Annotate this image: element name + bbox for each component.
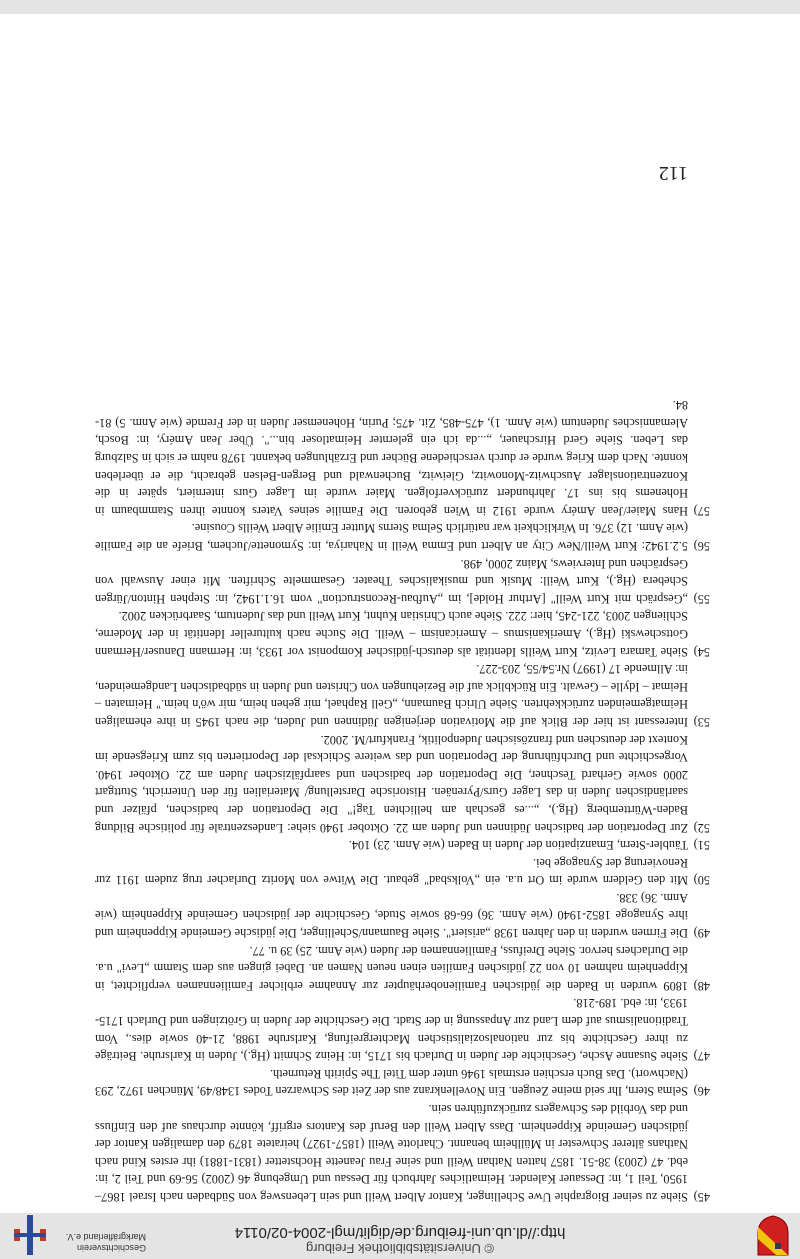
footnote-item (95, 519, 710, 554)
footnote-number: 49) (693, 926, 710, 941)
society-line-1: Geschichtsverein (76, 1243, 146, 1253)
footnote-text: 5.2.1942: Kurt Weill/New City an Albert und Emma Weill in Nahariya, in: Symonette/Juchem, Briefe an die Familie (wie Anm. 12) 376. In Wirklichkeit war natürlich Selma Sterns Mutter Emilie Albert Weills Cousine. (95, 521, 688, 554)
footnote-number: 52) (693, 820, 710, 835)
footnote-item (95, 730, 710, 836)
footnote-item (95, 607, 710, 660)
footnote-number: 47) (693, 1049, 710, 1064)
footnote-item (95, 994, 710, 1064)
footnote-item (95, 853, 710, 888)
footnote-item (95, 1064, 710, 1099)
footnote-item (95, 660, 710, 730)
footnote-number: 51) (693, 838, 710, 853)
footnote-number: 46) (693, 1084, 710, 1099)
footnote-item (95, 941, 710, 994)
footnote-text: Die Firmen wurden in den Jahren 1938 „arisiert". Siehe Baumann/Schellinger, Die jüdische Gemeinde Kippenheim und ihre Synagoge 1852-1940 (wie Anm. 36) 66-68 sowie Stude, Geschichte der jüdischen Gemeinde Kippenheim (wie Anm. 36) 338. (95, 890, 688, 941)
footnote-text: Siehe Tamara Levitz, Kurt Weills Identität als deutsch-jüdischer Komponist vor 1933, in: Hermann Danuser/Hermann Gottschewski (Hg.), Amerikanismus – Americanism – Weill. Die Suche nach kultureller Identität in der Moderne, Schliengen 2003, 221-245, hier: 222. Siehe auch Christian Kuhnt, Kurt Weill und das Judentum, Saarbrücken 2002. (95, 609, 688, 659)
footnote-text: Zur Deportation der badischen Jüdinnen und Juden am 22. Oktober 1940 siehe: Landeszentrale für politische Bildung Baden-Württemberg (Hg.), „...es geschah am hellichten Tag!" Die Deportation der badischen, pfälzer und saarländischen Juden in das Lager Gurs/Pyrenäen. Historische Darstellung/ Materialien für den Unterricht, Stuttgart 2000 sowie Gerhard Teschner, Die Deportation der badischen und saarpfälzischen Juden am 22. Oktober 1940. Vorgeschichte und Durchführung der Deportation und das weitere Schicksal der Deportierten bis zum Kriegsende im Kontext der deutschen und französischen Judenpolitik, Frankfurt/M. 2002. (95, 732, 688, 835)
footnote-item (95, 554, 710, 607)
footnote-number: 54) (693, 644, 710, 659)
footnote-text: 1809 wurden in Baden die jüdischen Familienoberhäupter zur Annahme erblicher Familiennamen verpflichtet, in Kippenheim nahmen 10 von 22 jüdischen Familien einen neuen Namen an. Dabei gingen aus dem Stamm „Levi" u.a. die Durlachers hervor. Siehe Dreifuss, Familiennamen der Juden (wie Anm. 25) 39 u. 77. (95, 943, 688, 993)
ub-freiburg-logo-icon (10, 1215, 50, 1255)
footnote-number: 57) (693, 503, 710, 518)
footnote-number: 53) (693, 714, 710, 729)
footnote-number: 50) (693, 873, 710, 888)
footnote-text: Siehe Susanne Asche, Geschichte der Juden in Durlach bis 1715, in: Heinz Schmitt (Hg.), Juden in Karlsruhe. Beiträge zu ihrer Geschichte bis zur nationalsozialistischen Machtergreifung, Karlsruhe 1988, 21-40 sowie dies., Vom Traditionalismus auf dem Land zur Anpassung in der Stadt. Die Geschichte der Juden in Grötzingen und Durlach 1715-1933, in: ebd. 189-218. (95, 996, 688, 1064)
footnote-text: Täubler-Stern, Emanzipation der Juden in Baden (wie Anm. 23) 104. (348, 838, 688, 853)
document-url[interactable]: http://dl.ub.uni-freiburg.de/diglit/mgl-2004-02/0114 (234, 1224, 566, 1241)
society-line-2: Markgräflerland e.V. (65, 1232, 146, 1242)
footer-bar (0, 0, 800, 14)
page-number: 112 (658, 162, 688, 184)
footnote-text: Mit den Geldern wurde im Ort u.a. ein „Volksbad" gebaut. Die Witwe von Moritz Durlacher trug zudem 1911 zur Renovierung der Synagoge bei. (95, 855, 688, 888)
footnote-number: 45) (693, 1190, 710, 1204)
footnote-text: Selma Stern, Ihr seid meine Zeugen. Ein Novellenkranz aus der Zeit des Schwarzen Todes 1348/49, München 1972, 293 (Nachwort). Das Buch erschien erstmals 1946 unter dem Titel The Spirith Returneth. (95, 1066, 688, 1099)
footnotes-list (95, 396, 710, 1205)
library-credit: © Universitätsbibliothek Freiburg (305, 1241, 495, 1256)
footnote-item (95, 396, 710, 519)
footnote-text: „Gespräch mit Kurt Weill" [Arthur Holde], im „Aufbau-Reconstruction" vom 16.1.1942, in: Stephen Hinton/Jürgen Schebera (Hg.), Kurt Weill: Musik und musikalisches Theater. Gesammelte Schriften. Mit einer Auswahl von Gesprächen und Interviews, Mainz 2000, 498. (95, 556, 688, 606)
footnote-number: 55) (693, 591, 710, 606)
header-bar (0, 1213, 800, 1259)
footnote-item (95, 836, 710, 854)
footnote-number: 56) (693, 539, 710, 554)
footnote-item (95, 1099, 710, 1205)
footnote-text: Interessant ist hier der Blick auf die Motivation derjenigen Jüdinnen und Juden, die nach 1945 in ihre ehemaligen Heimatgemeinden zurückkehrten. Siehe Ulrich Baumann, „Gell Raphael, mir gehen heim, mir wö'n heim." Heimaten – Heimat – Idylle – Gewalt. Ein Rückblick auf die Beziehungen von Christen und Juden in südbadischen Landgemeinden, in: Allmende 17 (1997) Nr.54/55, 203-227. (95, 662, 688, 729)
society-name (56, 1231, 146, 1253)
footnote-item (95, 888, 710, 941)
footnote-number: 48) (693, 978, 710, 993)
footnote-text: Siehe zu seiner Biographie Uwe Schellinger, Kantor Albert Weill und sein Lebensweg von Südbaden nach Israel 1867–1950, Teil 1, in: Dessauer Kalender. Heimatliches Jahrbuch für Dessau und Umgebung 46 (2002) 56-69 und Teil 2, in: ebd. 47 (2003) 38-51. 1857 hatten Nathan Weill und seine Frau Jeanette Hochstetter (1831-1881) ihr erstes Kind nach Nathans älterer Schwester in Müllheim benannt. Charlotte Weill (1857-1927) heiratete 1879 den damaligen Kantor der jüdischen Gemeinde Kippenheim. Dass Albert Weill den Beruf des Kantors ergriff, könnte durchaus auf den Einfluss und das Vorbild des Schwagers zurückzuführen sein. (95, 1102, 688, 1204)
footnote-text: Hans Maier/Jean Améry wurde 1912 in Wien geboren. Die Familie seines Vaters konnte ihren Stammbaum in Hohenems bis ins 17. Jahrhundert zurückverfolgen. Maier wurde im Lager Gurs interniert, später in die Konzentrationslager Auschwitz-Monowitz, Gleiwitz, Buchenwald und Bergen-Belsen gebracht, die er überleben konnte. Nach dem Krieg wurde er durch verschiedene Bücher und Erzählungen bekannt. 1978 nahm er sich in Salzburg das Leben. Siehe Gerd Hirschauer, „...da ich ein gelernter Heimatloser bin...". Über Jean Améry, in: Bosch, Alemannisches Judentum (wie Anm. 1), 475-485, Zit. 475; Purin, Hohenemser Juden in der Fremde (wie Anm. 5) 81-84. (95, 398, 688, 518)
markgraeflerland-coat-of-arms-icon (756, 1215, 790, 1257)
